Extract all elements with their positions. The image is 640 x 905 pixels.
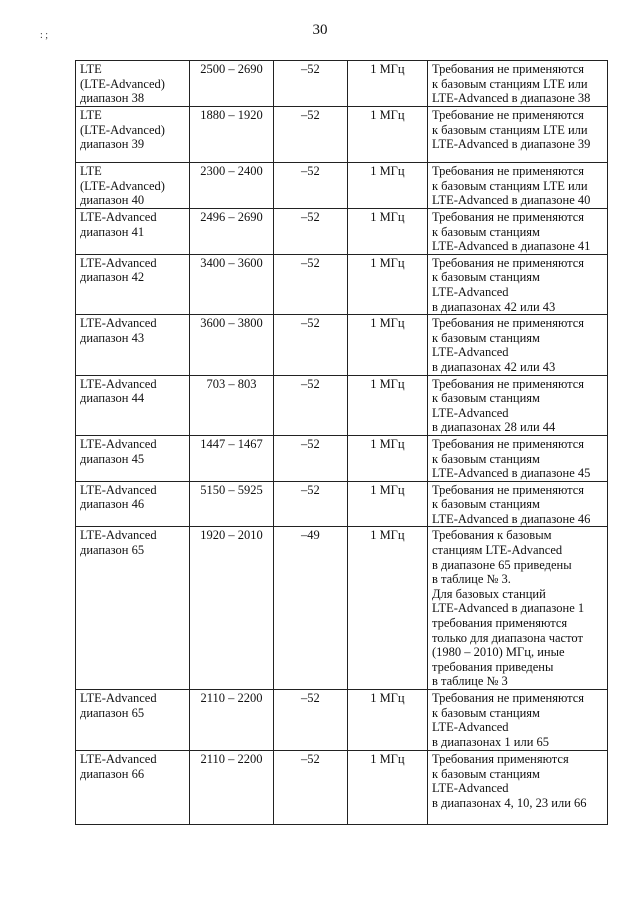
note-cell: Требования не применяются к базовым станциям LTE-Advanced в диапазонах 42 или 43: [427, 315, 607, 375]
note-cell: Требования не применяются к базовым станциям LTE или LTE-Advanced в диапазоне 38: [427, 61, 607, 107]
frequency-cell: 2110 – 2200: [189, 690, 273, 751]
table-row: [76, 690, 608, 751]
level-cell: –49: [273, 527, 347, 690]
frequency-cell: 703 – 803: [189, 375, 273, 435]
frequency-cell: 3600 – 3800: [189, 315, 273, 375]
table-row: [76, 481, 608, 527]
bandwidth-cell: 1 МГц: [347, 751, 427, 825]
page-number: 30: [312, 22, 328, 38]
table-row: [76, 315, 608, 375]
table-row: [76, 209, 608, 255]
system-cell: LTE-Advanced диапазон 41: [76, 209, 190, 255]
frequency-cell: 2110 – 2200: [189, 751, 273, 825]
frequency-cell: 1447 – 1467: [189, 435, 273, 481]
table-row: [76, 435, 608, 481]
level-cell: –52: [273, 209, 347, 255]
system-cell: LTE-Advanced диапазон 65: [76, 527, 190, 690]
table-row: [76, 107, 608, 163]
level-cell: –52: [273, 435, 347, 481]
bandwidth-cell: 1 МГц: [347, 375, 427, 435]
note-cell: Требования не применяются к базовым станциям LTE-Advanced в диапазонах 42 или 43: [427, 254, 607, 314]
note-cell: Требования не применяются к базовым станциям LTE-Advanced в диапазонах 28 или 44: [427, 375, 607, 435]
level-cell: –52: [273, 61, 347, 107]
spec-table: [75, 60, 608, 825]
note-cell: Требования применяются к базовым станциям LTE-Advanced в диапазонах 4, 10, 23 или 66: [427, 751, 607, 825]
system-cell: LTE-Advanced диапазон 46: [76, 481, 190, 527]
bandwidth-cell: 1 МГц: [347, 163, 427, 209]
note-cell: Требования не применяются к базовым станциям LTE-Advanced в диапазоне 41: [427, 209, 607, 255]
frequency-cell: 2500 – 2690: [189, 61, 273, 107]
bandwidth-cell: 1 МГц: [347, 254, 427, 314]
table-row: [76, 61, 608, 107]
note-cell: Требования не применяются к базовым станциям LTE-Advanced в диапазоне 46: [427, 481, 607, 527]
table-row: [76, 375, 608, 435]
level-cell: –52: [273, 254, 347, 314]
level-cell: –52: [273, 375, 347, 435]
frequency-cell: 2496 – 2690: [189, 209, 273, 255]
table-row: [76, 163, 608, 209]
level-cell: –52: [273, 107, 347, 163]
bandwidth-cell: 1 МГц: [347, 435, 427, 481]
system-cell: LTE (LTE-Advanced) диапазон 38: [76, 61, 190, 107]
bandwidth-cell: 1 МГц: [347, 315, 427, 375]
frequency-cell: 5150 – 5925: [189, 481, 273, 527]
note-cell: Требования не применяются к базовым станциям LTE-Advanced в диапазонах 1 или 65: [427, 690, 607, 751]
bandwidth-cell: 1 МГц: [347, 481, 427, 527]
system-cell: LTE-Advanced диапазон 44: [76, 375, 190, 435]
level-cell: –52: [273, 690, 347, 751]
table-row: [76, 254, 608, 314]
system-cell: LTE-Advanced диапазон 45: [76, 435, 190, 481]
frequency-cell: 2300 – 2400: [189, 163, 273, 209]
frequency-cell: 3400 – 3600: [189, 254, 273, 314]
system-cell: LTE (LTE-Advanced) диапазон 40: [76, 163, 190, 209]
note-cell: Требования не применяются к базовым станциям LTE-Advanced в диапазоне 45: [427, 435, 607, 481]
note-cell: Требование не применяются к базовым станциям LTE или LTE-Advanced в диапазоне 39: [427, 107, 607, 163]
note-cell: Требования к базовым станциям LTE-Advanced в диапазоне 65 приведены в таблице № 3. Для базовых станций LTE-Advanced в диапазоне 1 требования применяются только для диапазона частот (1980 – 2010) МГц, иные требования приведены в таблице № 3: [427, 527, 607, 690]
system-cell: LTE-Advanced диапазон 66: [76, 751, 190, 825]
system-cell: LTE-Advanced диапазон 42: [76, 254, 190, 314]
table-row: [76, 751, 608, 825]
bandwidth-cell: 1 МГц: [347, 209, 427, 255]
bandwidth-cell: 1 МГц: [347, 527, 427, 690]
bandwidth-cell: 1 МГц: [347, 61, 427, 107]
system-cell: LTE-Advanced диапазон 43: [76, 315, 190, 375]
level-cell: –52: [273, 751, 347, 825]
level-cell: –52: [273, 481, 347, 527]
system-cell: LTE-Advanced диапазон 65: [76, 690, 190, 751]
note-cell: Требования не применяются к базовым станциям LTE или LTE-Advanced в диапазоне 40: [427, 163, 607, 209]
frequency-cell: 1880 – 1920: [189, 107, 273, 163]
scan-mark: : ;: [40, 30, 49, 41]
level-cell: –52: [273, 163, 347, 209]
bandwidth-cell: 1 МГц: [347, 690, 427, 751]
bandwidth-cell: 1 МГц: [347, 107, 427, 163]
system-cell: LTE (LTE-Advanced) диапазон 39: [76, 107, 190, 163]
frequency-cell: 1920 – 2010: [189, 527, 273, 690]
table-row: [76, 527, 608, 690]
level-cell: –52: [273, 315, 347, 375]
